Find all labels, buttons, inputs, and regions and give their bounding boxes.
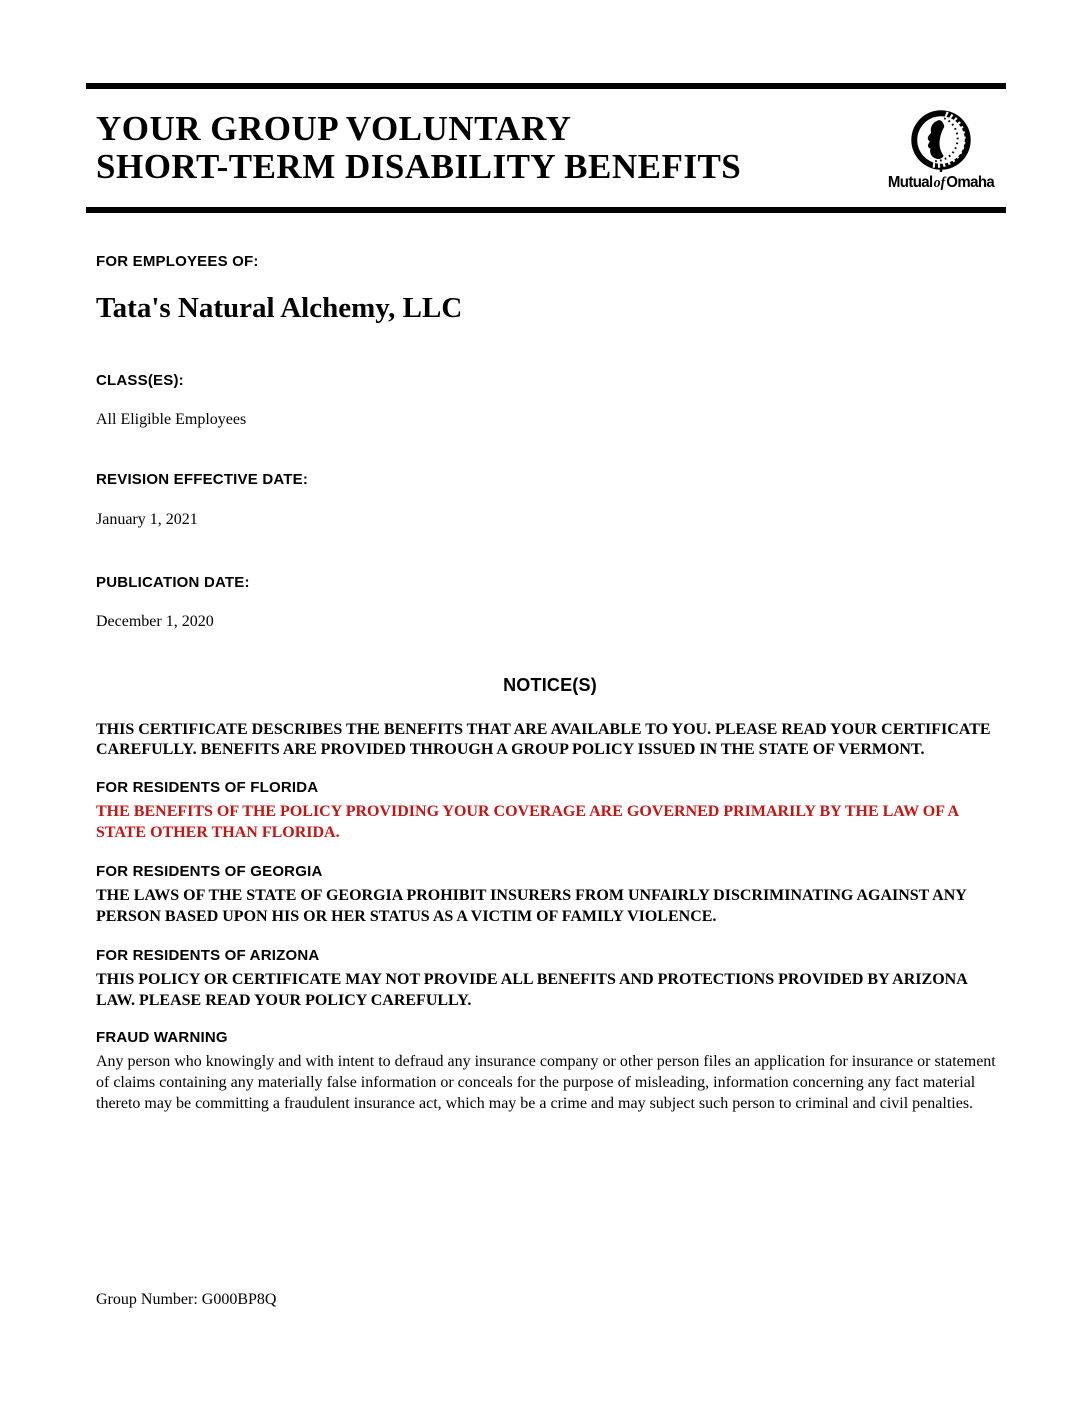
logo-word-mutual: Mutual [887,173,933,191]
publication-date-label: PUBLICATION DATE: [96,574,250,591]
georgia-notice-text: THE LAWS OF THE STATE OF GEORGIA PROHIBIT INSURERS FROM UNFAIRLY DISCRIMINATING AGAINST ANY PERSON BASED UPON HIS OR HER STATUS AS A VICTIM OF FAMILY VIOLENCE. [96,887,967,925]
document-header [96,89,1004,207]
group-number-value: G000BP8Q [201,1291,277,1308]
revision-effective-date-label: REVISION EFFECTIVE DATE: [96,471,309,488]
logo-word-omaha: Omaha [946,173,995,191]
mutual-of-omaha-emblem-icon [908,107,974,173]
group-number [96,1290,276,1310]
document-body [96,213,1004,1114]
revision-effective-date-value: January 1, 2021 [96,511,198,528]
company-logo [878,105,1004,192]
logo-wordmark [878,173,1004,192]
employer-name: Tata's Natural Alchemy, LLC [96,292,463,324]
arizona-notice-text: THIS POLICY OR CERTIFICATE MAY NOT PROVIDE ALL BENEFITS AND PROTECTIONS PROVIDED BY ARIZONA LAW. PLEASE READ YOUR POLICY CAREFULLY. [96,971,967,1009]
florida-notice-heading: FOR RESIDENTS OF FLORIDA [96,779,319,796]
title-line-2: SHORT-TERM DISABILITY BENEFITS [96,147,742,186]
notices-heading: NOTICE(S) [503,675,597,695]
publication-date-value: December 1, 2020 [96,613,214,630]
arizona-notice-heading: FOR RESIDENTS OF ARIZONA [96,947,320,964]
fraud-warning-text: Any person who knowingly and with intent to defraud any insurance company or other person files an application for insurance or statement of claims containing any materially false information or conceals for the purpose of misleading, information concerning any fact material thereto may be committing a fraudulent insurance act, which may be a crime and may subject such person to criminal and civil penalties. [96,1053,996,1112]
logo-word-of: of [933,175,946,191]
florida-notice-text: THE BENEFITS OF THE POLICY PROVIDING YOUR COVERAGE ARE GOVERNED PRIMARILY BY THE LAW OF A STATE OTHER THAN FLORIDA. [96,803,959,841]
georgia-notice-heading: FOR RESIDENTS OF GEORGIA [96,863,323,880]
classes-label: CLASS(ES): [96,372,184,389]
page-title [96,110,741,186]
for-employees-label: FOR EMPLOYEES OF: [96,253,259,270]
fraud-warning-heading: FRAUD WARNING [96,1029,228,1046]
certificate-notice-text: THIS CERTIFICATE DESCRIBES THE BENEFITS THAT ARE AVAILABLE TO YOU. PLEASE READ YOUR CERTIFICATE CAREFULLY. BENEFITS ARE PROVIDED THROUGH A GROUP POLICY ISSUED IN THE STATE OF VERMONT. [96,721,991,758]
classes-value: All Eligible Employees [96,411,247,428]
title-line-1: YOUR GROUP VOLUNTARY [96,109,572,148]
group-number-label: Group Number: [96,1291,198,1308]
